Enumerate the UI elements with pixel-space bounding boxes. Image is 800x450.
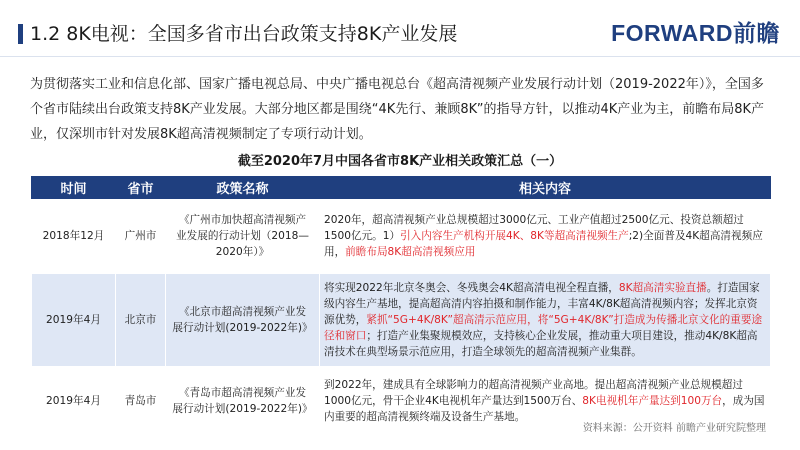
cell-time: 2018年12月 [32,199,116,274]
header-time: 时间 [32,177,116,199]
page-title: 1.2 8K电视：全国多省市出台政策支持8K产业发展 [30,23,458,45]
cell-policy [166,199,320,274]
table-body [32,199,771,436]
content-highlight: 8K电视机年产量达到100万台 [582,395,723,407]
table-title: 截至2020年7月中国各省市8K产业相关政策汇总（一） [237,154,563,169]
cell-content [320,274,771,367]
cell-city: 北京市 [116,274,166,367]
content-text: ;2)全面普及4K超高清视频应用， [324,230,763,258]
cell-time: 2019年4月 [32,274,116,367]
cell-policy [166,274,320,367]
content-highlight: 8K超高清实验直播 [618,282,707,294]
policy-name-line: 《广州市加快超高清视频产 [178,214,307,226]
content-text: ；打造产业集聚规模效应，支持核心企业发展，推动重大项目建设，推动4K/8K超高清技术在典型场景示范应用，打造全球领先的超高清视频产业集群。 [324,330,758,358]
policy-table [31,176,771,436]
header-city: 省市 [116,177,166,199]
content-text: ，成为国内重要的超高清视频终端及设备生产基地。 [324,395,765,423]
policy-name-line: 《北京市超高清视频产业发 [178,306,307,318]
table-row [32,274,771,367]
content-text: 。打造国家级内容生产基地，提高超高清内容拍摄和制作能力，丰富4K/8K超高清视频内容；发挥北京资源优势， [324,282,760,326]
policy-name-line: 展行动计划(2019-2022年)》 [172,322,313,334]
policy-name-line: 业发展的行动计划（2018— [176,230,309,242]
cell-policy [166,367,320,436]
header-divider [0,56,800,57]
content-highlight: 引入内容生产机构开展4K、8K等超高清视频生产 [400,230,629,242]
intro-paragraph: 为贯彻落实工业和信息化部、国家广播电视总局、中央广播电视总台《超高清视频产业发展行动计划（2019-2022年）》，全国多个省市陆续出台政策支持8K产业发展。大部分地区都是围绕“4K先行、兼顾8K”的指导方针，以推动4K产业为主，前瞻布局8K产业，仅深圳市针对发展8K超高清视频制定了专项行动计划。 [30,77,765,142]
policy-name-line: 展行动计划(2019-2022年)》 [172,403,313,415]
table-header-row [32,177,771,199]
header-content: 相关内容 [320,177,771,199]
cell-content [320,199,771,274]
source-note: 资料来源：公开资料 前瞻产业研究院整理 [582,423,766,434]
content-highlight: 前瞻布局8K超高清视频应用 [345,246,476,258]
cell-city: 青岛市 [116,367,166,436]
content-highlight: 紧抓“5G+4K/8K”超高清示范应用，将“5G+4K/8K”打造成为传播北京文化的重要途径和窗口 [324,314,763,342]
cell-city: 广州市 [116,199,166,274]
policy-name-line: 《青岛市超高清视频产业发 [178,387,307,399]
title-accent-bar [18,24,23,44]
policy-name-line: 2020年）》 [215,246,270,258]
cell-time: 2019年4月 [32,367,116,436]
content-text: 到2022年，建成具有全球影响力的超高清视频产业高地。提出超高清视频产业总规模超过1000亿元，骨干企业4K电视机年产量达到1500万台、 [324,379,743,407]
table-row [32,199,771,274]
content-text: 2020年，超高清视频产业总规模超过3000亿元、工业产值超过2500亿元、投资总额超过1500亿元。1） [324,214,744,242]
forward-logo: FORWARD前瞻 [611,20,780,46]
content-text: 将实现2022年北京冬奥会、冬残奥会4K超高清电视全程直播， [324,282,619,294]
header-policy: 政策名称 [166,177,320,199]
